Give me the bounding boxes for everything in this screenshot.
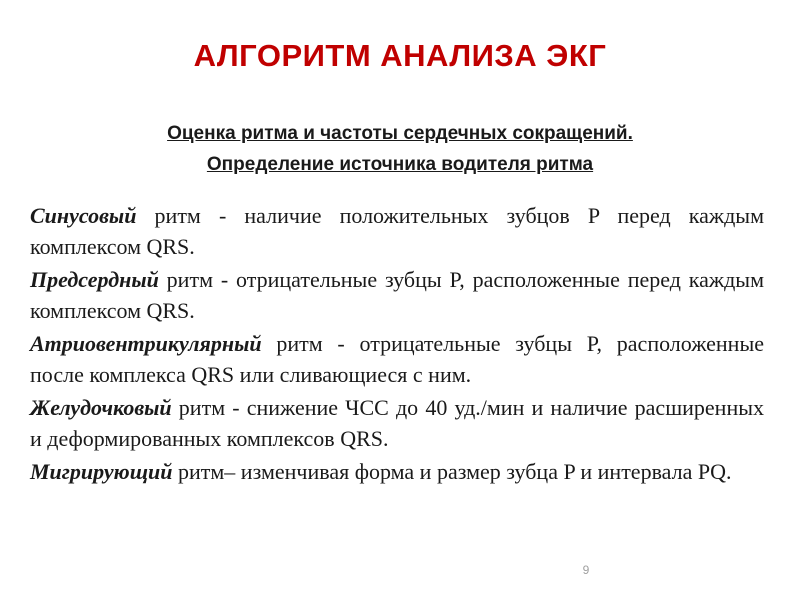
definition-ventricular [30, 392, 764, 454]
definition-text: ритм - снижение ЧСС до 40 уд./мин и наличие расширенных и деформированных комплексов QRS. [30, 395, 764, 451]
definition-sinus [30, 200, 764, 262]
subtitle-line-1: Оценка ритма и частоты сердечных сокращений. [167, 123, 633, 144]
definition-term: Предсердный [30, 267, 159, 292]
definition-term: Желудочковый [30, 395, 172, 420]
page-number: 9 [582, 563, 590, 577]
definition-av [30, 328, 764, 390]
definition-text: ритм - наличие положительных зубцов P перед каждым комплексом QRS. [30, 203, 764, 259]
slide-subtitle [0, 118, 800, 180]
definition-wandering [30, 456, 764, 487]
subtitle-line-2: Определение источника водителя ритма [206, 154, 594, 175]
rhythm-definitions [30, 200, 764, 489]
definition-text: ритм - отрицательные зубцы P, расположенные перед каждым комплексом QRS. [30, 267, 764, 323]
definition-text: ритм– изменчивая форма и размер зубца P и интервала PQ. [172, 459, 732, 484]
definition-atrial [30, 264, 764, 326]
definition-text: ритм - отрицательные зубцы P, расположенные после комплекса QRS или сливающиеся с ним. [30, 331, 764, 387]
definition-term: Мигрирующий [30, 459, 173, 484]
definition-term: Атриовентрикулярный [30, 331, 262, 356]
slide-title: АЛГОРИТМ АНАЛИЗА ЭКГ [193, 38, 607, 73]
definition-term: Синусовый [30, 203, 137, 228]
